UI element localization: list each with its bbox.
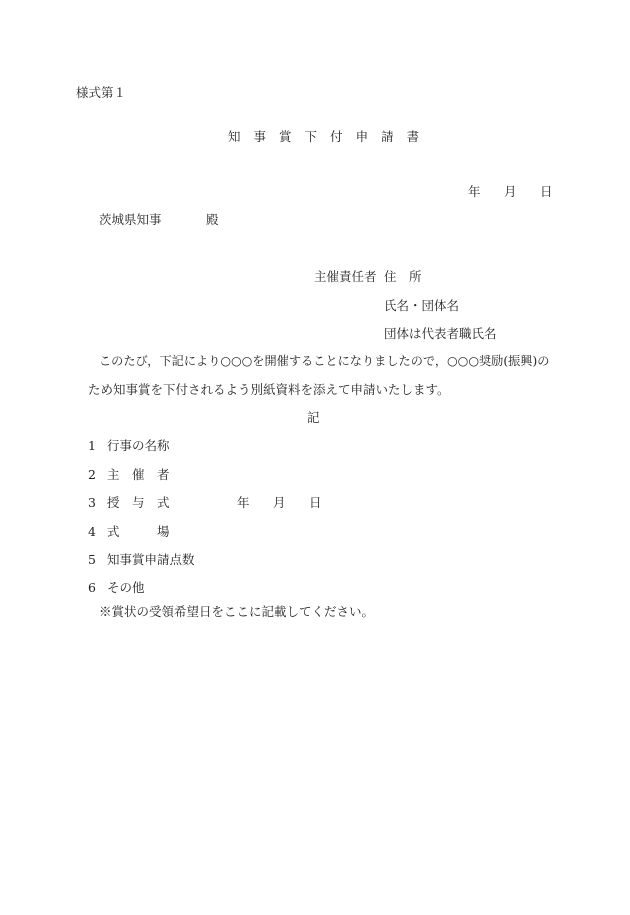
ceremony-day: 日 xyxy=(309,495,322,510)
item-number: 6 xyxy=(88,580,96,595)
document-title xyxy=(228,129,419,145)
item-number: 2 xyxy=(88,467,96,482)
body-line-1: このたび，下記により○○○を開催することになりましたので，○○○奨励(振興)の xyxy=(99,354,550,368)
item-label: 式 場 xyxy=(107,524,170,539)
title-char: 付 xyxy=(330,129,343,144)
addressee-name: 茨城県知事 xyxy=(99,212,162,227)
title-char: 申 xyxy=(355,129,369,144)
title-char: 書 xyxy=(406,129,420,144)
name-label: 氏名・団体名 xyxy=(384,298,460,313)
title-char: 知 xyxy=(228,129,241,144)
addressee-honorific: 殿 xyxy=(206,212,219,227)
item-number: 5 xyxy=(88,552,96,567)
note-text: ※賞状の受領希望日をここに記載してください。 xyxy=(99,604,375,619)
item-label: 行事の名称 xyxy=(107,438,170,453)
date-year: 年 xyxy=(468,184,481,199)
address-label: 住 所 xyxy=(384,269,422,284)
ceremony-month: 月 xyxy=(273,495,286,510)
form-number: 様式第１ xyxy=(76,85,127,100)
date-day: 日 xyxy=(540,184,553,199)
item-label: 授 与 式 xyxy=(107,495,170,510)
representative-label: 団体は代表者職氏名 xyxy=(384,326,497,341)
item-label: 知事賞申請点数 xyxy=(107,552,195,567)
item-number: 1 xyxy=(88,438,96,453)
organizer-label: 主催責任者 xyxy=(314,269,377,284)
item-label: その他 xyxy=(107,580,145,595)
item-number: 4 xyxy=(88,524,96,539)
item-label: 主 催 者 xyxy=(107,467,170,482)
title-char: 下 xyxy=(304,129,318,144)
title-char: 賞 xyxy=(279,129,292,144)
title-char: 事 xyxy=(253,129,267,144)
ki-heading: 記 xyxy=(307,410,320,425)
ceremony-year: 年 xyxy=(237,495,250,510)
item-number: 3 xyxy=(88,495,96,510)
title-char: 請 xyxy=(381,129,394,144)
body-line-2: ため知事賞を下付されるよう別紙資料を添えて申請いたします。 xyxy=(88,382,450,397)
date-month: 月 xyxy=(504,184,517,199)
